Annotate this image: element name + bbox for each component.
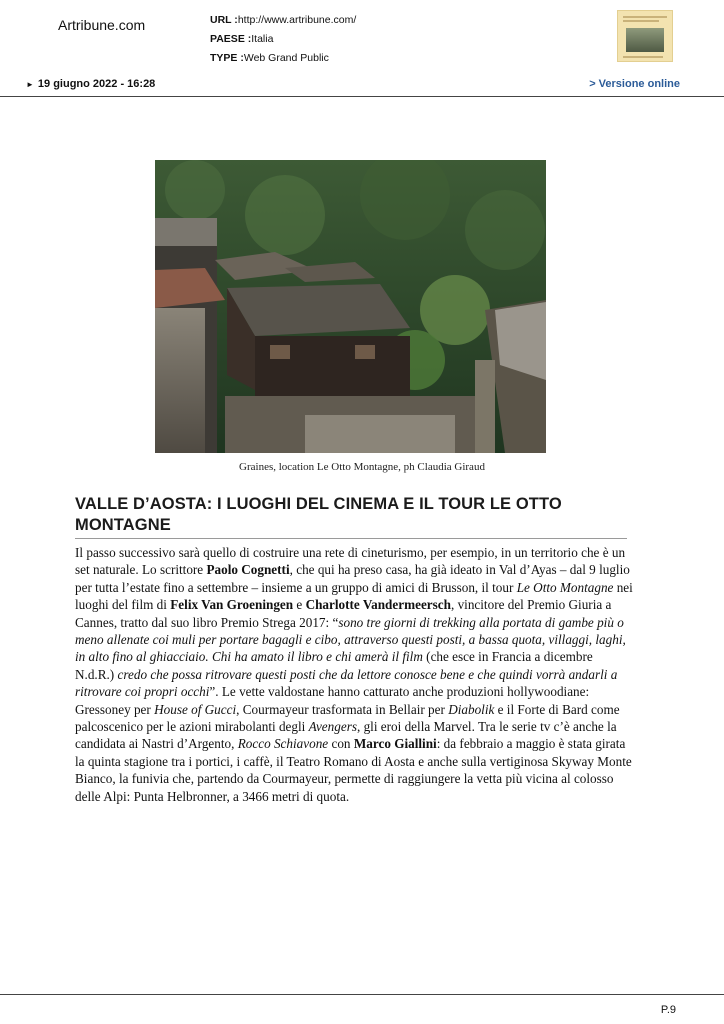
footer-divider <box>0 994 724 995</box>
date-text: 19 giugno 2022 - 16:28 <box>37 78 156 90</box>
url-label: URL : <box>210 14 238 26</box>
type-label: TYPE : <box>210 52 244 64</box>
source-name: Artribune.com <box>58 17 146 33</box>
person-name: Felix Van Groeningen <box>170 597 294 613</box>
quote-text: credo che possa ritrovare questi posti che da lettore conosce bene e che quindi vorrà andarli a ritrovare coi propri occhi <box>75 666 618 700</box>
country-label: PAESE : <box>210 33 252 45</box>
person-name: Charlotte Vandermeersch <box>305 597 451 613</box>
photo-caption: Graines, location Le Otto Montagne, ph Claudia Giraud <box>239 461 485 473</box>
url-row <box>210 11 356 30</box>
online-version-link[interactable]: > Versione online <box>589 78 680 90</box>
country-value: Italia <box>251 33 274 45</box>
article-photo <box>155 160 546 453</box>
page-number: P.9 <box>660 1004 676 1016</box>
film-title: Diabolik <box>448 701 495 717</box>
series-title: Rocco Schiavone <box>237 736 329 752</box>
headline-rule <box>75 538 627 539</box>
page-thumbnail[interactable] <box>617 10 673 62</box>
article-body: Il passo successivo sarà quello di costruire una rete di cineturismo, per esempio, in un territorio che è un set naturale. Lo scrittore Paolo Cognetti, che qui ha preso casa, ha già ideato in Val d’Ayas – dal 9 luglio per tutta l’estate fino a settembre – insieme a un gruppo di amici di Brusson, il tour Le Otto Montagne nei luoghi del film di Felix Van Groeningen e Charlotte Vandermeersch, vincitore del Premio Giuria a Cannes, tratto dal suo libro Premio Strega 2017: “sono tre giorni di trekking alla portata di gambe più o meno allenate coi muli per portare bagagli e cibo, attraverso questi posti, a bassa quota, villaggi, laghi, in alto fino al ghiacciaio. Chi ha amato il libro e chi amerà il film (che esce in Francia a dicembre N.d.R.) credo che possa ritrovare questi posti che da lettore conosce bene e che quindi vorrà andarli a ritrovare coi propri occhi”. Le vette valdostane hanno catturato anche produzioni hollywoodiane: Gressoney per House of Gucci, Courmayeur trasformata in Bellair per Diabolik e il Forte di Bard come palcoscenico per le azioni mirabolanti degli Avengers, gli eroi della Marvel. Tra le serie tv c’è anche la candidata ai Nastri d’Argento, Rocco Schiavone con Marco Giallini: da febbraio a maggio è stata girata la quinta stagione tra i portici, i caffè, il Teatro Romano di Aosta e anche sulla vertiginosa Skyway Monte Bianco, la funivia che, partendo da Courmayeur, permette di raggiungere la vetta più vicina al colosso delle Alpi: Punta Helbronner, a 3466 metri di quota. <box>75 545 633 804</box>
quote-text: sono tre giorni di trekking alla portata di gambe più o meno allenate coi muli per portare bagagli e cibo, attraverso questi posti, a bassa quota, villaggi, laghi, in alto fino al ghiacciaio. Chi ha amato il libro e chi amerà il film <box>75 614 626 665</box>
type-value: Web Grand Public <box>243 52 329 64</box>
country-row <box>210 30 356 49</box>
article-headline: VALLE D’AOSTA: I LUOGHI DEL CINEMA E IL TOUR LE OTTO MONTAGNE <box>75 495 562 534</box>
film-title: Avengers <box>308 719 357 735</box>
village-photo-illustration <box>155 160 546 453</box>
header-divider <box>0 96 724 97</box>
type-row <box>210 49 356 68</box>
play-arrow-icon: ► <box>26 80 34 89</box>
film-title: Le Otto Montagne <box>516 579 614 595</box>
publication-date <box>26 78 155 90</box>
person-name: Marco Giallini <box>353 736 437 752</box>
url-value[interactable]: http://www.artribune.com/ <box>237 14 357 26</box>
source-metadata <box>210 11 356 68</box>
film-title: House of Gucci <box>154 701 237 717</box>
person-name: Paolo Cognetti <box>206 562 290 578</box>
